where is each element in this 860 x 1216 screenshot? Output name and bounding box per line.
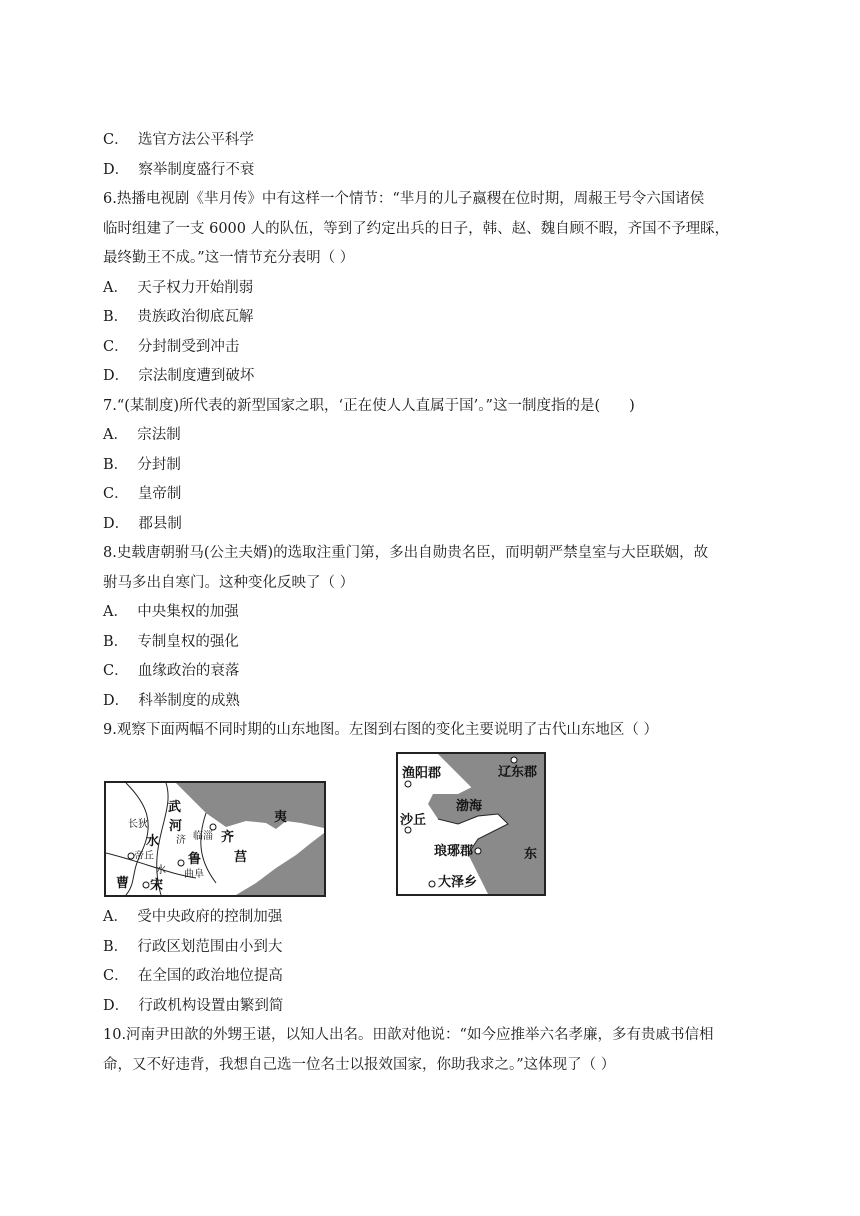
- question-7: 7.“(某制度)所代表的新型国家之职，‘正在使人人直属于国’。”这一制度指的是( ): [103, 398, 635, 414]
- map-label: 齐: [221, 830, 235, 845]
- question-6-line-2: 临时组建了一支 6000 人的队伍，等到了约定出兵的日子，韩、赵、魏自顾不暇，齐国不予理睬，: [103, 221, 730, 237]
- map-label: 济: [176, 835, 186, 846]
- map-label: 武: [168, 800, 182, 815]
- map-label: 曲阜: [184, 869, 204, 880]
- map-label: 大泽乡: [438, 875, 478, 890]
- q6-option-a: A． 天子权力开始削弱: [103, 280, 254, 296]
- map-label: 琅琊郡: [434, 844, 474, 859]
- map-label: 辽东郡: [498, 765, 538, 780]
- q8-option-b: B． 专制皇权的强化: [103, 634, 239, 650]
- q7-option-d: D． 郡县制: [103, 516, 182, 532]
- question-8-line-1: 8.史载唐朝驸马(公主夫婿)的选取注重门第，多出自勋贵名臣，而明朝严禁皇室与大臣联姻，故: [103, 545, 709, 561]
- map-label: 帝丘: [134, 851, 154, 862]
- map-label: 临淄: [193, 831, 213, 842]
- map-label: 东: [524, 847, 538, 862]
- q7-option-b: B． 分封制: [103, 457, 181, 473]
- map-label: 水: [146, 834, 160, 849]
- q9-option-b: B． 行政区划范围由小到大: [103, 939, 283, 955]
- question-6-line-3: 最终勤王不成。”这一情节充分表明（ ）: [103, 250, 355, 266]
- map-label: 渔阳郡: [402, 766, 442, 781]
- question-9: 9.观察下面两幅不同时期的山东地图。左图到右图的变化主要说明了古代山东地区（ ）: [103, 722, 658, 738]
- question-10-line-2: 命，又不好违背，我想自己选一位名士以报效国家，你助我求之。”这体现了（ ）: [103, 1057, 616, 1073]
- map-left-shandong: [104, 781, 326, 897]
- q8-option-a: A． 中央集权的加强: [103, 604, 239, 620]
- map-label: 鲁: [188, 852, 202, 867]
- map-label: 水: [156, 865, 166, 876]
- map-label: 河: [169, 819, 183, 834]
- question-8-line-2: 驸马多出自寒门。这种变化反映了（ ）: [103, 575, 355, 591]
- q8-option-d: D． 科举制度的成熟: [103, 693, 240, 709]
- q9-option-a: A． 受中央政府的控制加强: [103, 909, 283, 925]
- q8-option-c: C． 血缘政治的衰落: [103, 663, 240, 679]
- q6-option-b: B． 贵族政治彻底瓦解: [103, 309, 254, 325]
- option-d: D． 察举制度盛行不衰: [103, 162, 255, 178]
- q6-option-d: D． 宗法制度遭到破坏: [103, 368, 255, 384]
- map-label: 莒: [234, 850, 248, 865]
- question-6-line-1: 6.热播电视剧《芈月传》中有这样一个情节：“芈月的儿子嬴稷在位时期，周赧王号令六国诸侯: [103, 191, 705, 207]
- map-label: 曹: [116, 876, 130, 891]
- map-label: 渤海: [456, 799, 483, 814]
- map-label: 夷: [274, 810, 288, 825]
- map-label: 长狄: [128, 819, 148, 830]
- q9-option-c: C． 在全国的政治地位提高: [103, 968, 283, 984]
- map-label: 沙丘: [400, 813, 427, 828]
- map-label: 宋: [150, 878, 164, 893]
- question-10-line-1: 10.河南尹田歆的外甥王谌，以知人出名。田歆对他说：“如今应推举六名孝廉，多有贵戚书信相: [103, 1027, 714, 1043]
- q9-option-d: D． 行政机构设置由繁到简: [103, 998, 284, 1014]
- option-c: C． 选官方法公平科学: [103, 132, 254, 148]
- map-right-shandong: [396, 752, 546, 896]
- q6-option-c: C． 分封制受到冲击: [103, 339, 240, 355]
- q7-option-a: A． 宗法制: [103, 427, 181, 443]
- q7-option-c: C． 皇帝制: [103, 486, 182, 502]
